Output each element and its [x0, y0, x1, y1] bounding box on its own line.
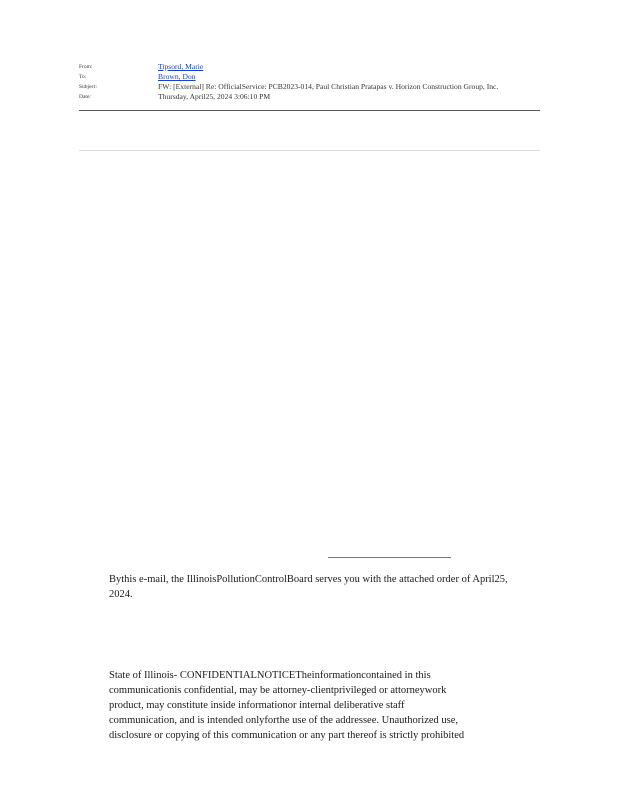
to-row — [79, 72, 540, 82]
notice-line: disclosure or copying of this communication or any part thereof is strictly prohibited — [109, 730, 465, 741]
subject-row — [79, 82, 540, 92]
notice-line: product, may constitute inside informationor internal deliberative staff — [109, 700, 405, 711]
to-label: To: — [79, 74, 87, 80]
date-label: Date: — [79, 94, 91, 100]
date-row — [79, 92, 540, 102]
from-link[interactable]: Tipsord, Marie — [158, 62, 204, 71]
subject-value: FW: [External] Re: OfficialService: PCB2023-014, Paul Christian Pratapas v. Horizon Construction Group, Inc. — [158, 82, 499, 91]
subject-label: Subject: — [79, 84, 98, 90]
notice-line: State of Illinois- CONFIDENTIALNOTICETheinformationcontained in this — [109, 670, 431, 681]
notice-line: communicationis confidential, may be attorney-clientprivileged or attorneywork — [109, 685, 447, 696]
to-link[interactable]: Brown, Don — [158, 72, 196, 81]
service-paragraph: Bythis e-mail, the IllinoisPollutionControlBoard serves you with the attached order of April25, 2024. — [109, 574, 508, 600]
signature-rule — [328, 557, 451, 558]
from-row — [79, 62, 540, 72]
notice-line: communication, and is intended onlyforthe use of the addressee. Unauthorized use, — [109, 715, 459, 726]
confidential-notice — [109, 668, 519, 743]
date-value: Thursday, April25, 2024 3:06:10 PM — [158, 92, 271, 101]
from-label: From: — [79, 64, 93, 70]
body-divider — [79, 150, 540, 151]
header-divider — [79, 110, 540, 111]
email-header — [79, 62, 540, 102]
